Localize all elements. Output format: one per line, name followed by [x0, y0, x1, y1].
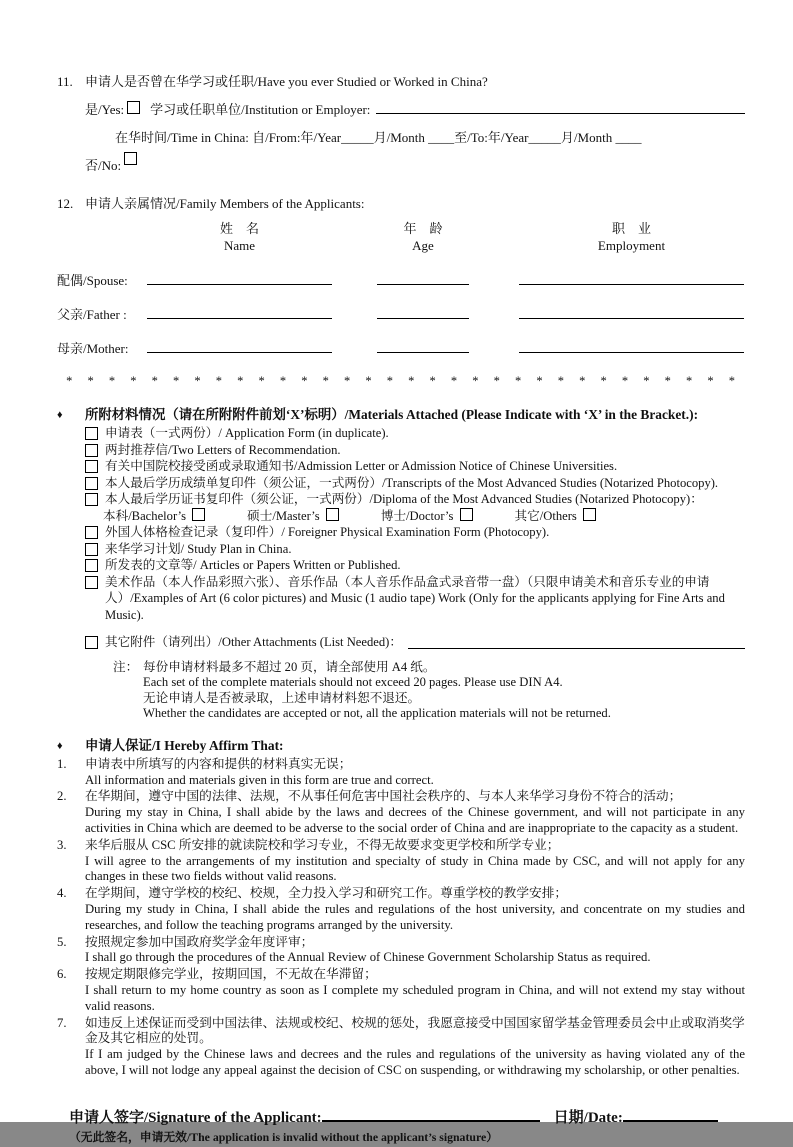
date-blank[interactable]	[623, 1105, 718, 1122]
column-name-header: 姓 名 Name	[219, 221, 259, 253]
spouse-employment-blank[interactable]	[519, 269, 744, 285]
note-line: 无论申请人是否被录取，上述申请材料恕不退还。	[143, 690, 421, 705]
family-row-father	[57, 303, 745, 322]
checkbox-icon[interactable]	[85, 526, 98, 539]
diamond-bullet-icon: ♦	[57, 739, 63, 752]
family-row-mother	[57, 337, 745, 356]
affirm-item-6: 6. 按规定期限修完学业，按期回国，不无故在华滞留； I shall return to my home country as soon as I complete my scheduled program in China, and will not extend my stay without valid reasons.	[57, 967, 745, 1013]
material-item-transcripts: 本人最后学历成绩单复印件（须公证，一式两份）/Transcripts of the Most Advanced Studies (Notarized Photocopy).	[85, 475, 745, 492]
affirm-item-4: 4. 在学期间，遵守学校的校纪、校规，全力投入学习和研究工作。尊重学校的教学安排； During my study in China, I shall abide the rules and regulations of the host university, and concentrate on my studies and researches, and follow the teaching programs arranged by the university.	[57, 886, 745, 932]
institution-label: 学习或任职单位/Institution or Employer:	[150, 102, 371, 117]
material-item-articles: 所发表的文章等/ Articles or Papers Written or Published.	[85, 557, 745, 574]
checkbox-icon[interactable]	[85, 543, 98, 556]
material-item-other-attachments: 其它附件（请列出）/Other Attachments (List Needed)：	[85, 634, 745, 651]
checkbox-icon[interactable]	[85, 576, 98, 589]
other-attachments-blank[interactable]	[408, 634, 745, 649]
question-11-number: 11.	[57, 74, 73, 89]
mother-label: 母亲/Mother:	[57, 341, 129, 356]
checkbox-icon[interactable]	[583, 508, 596, 521]
checkbox-icon[interactable]	[85, 427, 98, 440]
material-item-study-plan: 来华学习计划/ Study Plan in China.	[85, 541, 745, 558]
father-employment-blank[interactable]	[519, 303, 744, 319]
signature-section	[69, 1105, 745, 1147]
diamond-bullet-icon: ♦	[57, 409, 63, 421]
mother-employment-blank[interactable]	[519, 337, 744, 353]
yes-checkbox[interactable]	[127, 101, 140, 114]
material-item-application-form: 申请表（一式两份）/ Application Form (in duplicate).	[85, 425, 745, 442]
family-table-header	[57, 220, 745, 254]
checkbox-icon[interactable]	[85, 493, 98, 506]
materials-section	[57, 405, 745, 722]
note-line: Each set of the complete materials should not exceed 20 pages. Please use DIN A4.	[143, 675, 563, 690]
checkbox-icon[interactable]	[85, 636, 98, 649]
yes-label: 是/Yes:	[85, 102, 125, 117]
degree-master: 硕士/Master’s	[247, 508, 343, 525]
signature-validity-note: （无此签名，申请无效/The application is invalid without the applicant’s signature）	[69, 1129, 499, 1144]
spouse-name-blank[interactable]	[147, 269, 332, 285]
checkbox-icon[interactable]	[85, 559, 98, 572]
affirm-item-3: 3. 来华后服从 CSC 所安排的就读院校和学习专业，不得无故要求变更学校和所学专业； I will agree to the arrangements of my institution and specialty of study in China made by CSC, and will not apply for any changes in these two fields without valid reasons.	[57, 837, 745, 884]
material-item-recommendation-letters: 两封推荐信/Two Letters of Recommendation.	[85, 442, 745, 459]
spouse-label: 配偶/Spouse:	[57, 273, 128, 288]
no-checkbox[interactable]	[124, 152, 137, 165]
question-12-title: 申请人亲属情况/Family Members of the Applicants:	[85, 196, 365, 211]
institution-blank[interactable]	[376, 99, 745, 114]
signature-blank[interactable]	[322, 1105, 540, 1122]
affirm-item-7: 7. 如违反上述保证而受到中国法律、法规或校纪、校规的惩处，我愿意接受中国国家留学基金管理委员会中止或取消奖学金及其它相应的处罚。 If I am judged by the Chinese laws and decrees and the rules and regulations of the university as having violated any of the above, I will not lodge any appeal against the decision of CSC on suspending, or withdrawing my scholarship, or other penalties.	[57, 1015, 745, 1078]
note-label: 注：	[113, 659, 139, 674]
mother-name-blank[interactable]	[147, 337, 332, 353]
material-item-physical-exam: 外国人体格检查记录（复印件）/ Foreigner Physical Examination Form (Photocopy).	[85, 524, 745, 541]
affirmation-section-title: 申请人保证/I Hereby Affirm That:	[85, 737, 284, 753]
material-item-art-music: 美术作品（本人作品彩照六张）、音乐作品（本人音乐作品盒式录音带一盘）（只限申请美术和音乐专业的申请人）/Examples of Art (6 color pictures) and Music (1 audio tape) Work (Only for the applicants applying for Fine Arts and Music).	[85, 574, 745, 624]
materials-note	[113, 660, 745, 722]
checkbox-icon[interactable]	[326, 508, 339, 521]
checkbox-icon[interactable]	[460, 508, 473, 521]
checkbox-icon[interactable]	[85, 477, 98, 490]
checkbox-icon[interactable]	[192, 508, 205, 521]
affirm-item-1: 1. 申请表中所填写的内容和提供的材料真实无误； All information and materials given in this form are true and correct.	[57, 756, 434, 787]
degree-others: 其它/Others	[515, 508, 600, 525]
father-age-blank[interactable]	[377, 303, 469, 319]
father-label: 父亲/Father :	[57, 307, 127, 322]
material-item-diploma: 本人最后学历证书复印件（须公证，一式两份）/Diploma of the Most Advanced Studies (Notarized Photocopy)：	[85, 491, 745, 508]
diploma-degree-options	[103, 508, 745, 525]
degree-bachelor: 本科/Bachelor’s	[103, 508, 209, 525]
question-11	[57, 68, 745, 180]
time-in-china-line: 在华时间/Time in China: 自/From:年/Year_____月/Month ____至/To:年/Year_____月/Month ____	[115, 130, 642, 145]
note-line: Whether the candidates are accepted or not, all the application materials will not be returned.	[143, 706, 611, 721]
note-line: 每份申请材料最多不超过 20 页，请全部使用 A4 纸。	[143, 659, 436, 674]
checkbox-icon[interactable]	[85, 444, 98, 457]
materials-section-title: 所附材料情况（请在所附附件前划‘X’标明）/Materials Attached (Please Indicate with ‘X’ in the Bracket.):	[85, 407, 699, 422]
signature-label: 申请人签字/Signature of the Applicant:	[69, 1109, 322, 1126]
father-name-blank[interactable]	[147, 303, 332, 319]
family-row-spouse	[57, 269, 745, 288]
asterisk-separator: * * * * * * * * * * * * * * * * * * * * * * * * * * * * * * * *	[66, 374, 736, 388]
date-label: 日期/Date:	[553, 1109, 623, 1126]
affirm-item-5: 5. 按照规定参加中国政府奖学金年度评审； I shall go through the procedures of the Annual Review of Chinese Government Scholarship Status as required.	[57, 934, 651, 965]
question-12	[57, 190, 745, 356]
column-employment-header: 职 业 Employment	[597, 221, 666, 253]
affirm-item-2: 2. 在华期间，遵守中国的法律、法规，不从事任何危害中国社会秩序的、与本人来华学习身份不符合的活动； During my stay in China, I shall abide by the laws and decrees of the Chinese government, and will not participate in any activities in China which are deemed to be adverse to the social order of China and are inappropriate to the capacity as a student.	[57, 789, 745, 836]
checkbox-icon[interactable]	[85, 460, 98, 473]
column-age-header: 年 龄 Age	[403, 221, 443, 253]
spouse-age-blank[interactable]	[377, 269, 469, 285]
no-label: 否/No:	[85, 158, 122, 173]
mother-age-blank[interactable]	[377, 337, 469, 353]
degree-doctor: 博士/Doctor’s	[381, 508, 477, 525]
question-11-title: 申请人是否曾在华学习或任职/Have you ever Studied or Worked in China?	[85, 74, 488, 89]
material-item-admission-letter: 有关中国院校接受函或录取通知书/Admission Letter or Admission Notice of Chinese Universities.	[85, 458, 745, 475]
affirmation-section	[57, 736, 745, 1079]
question-12-number: 12.	[57, 196, 74, 211]
